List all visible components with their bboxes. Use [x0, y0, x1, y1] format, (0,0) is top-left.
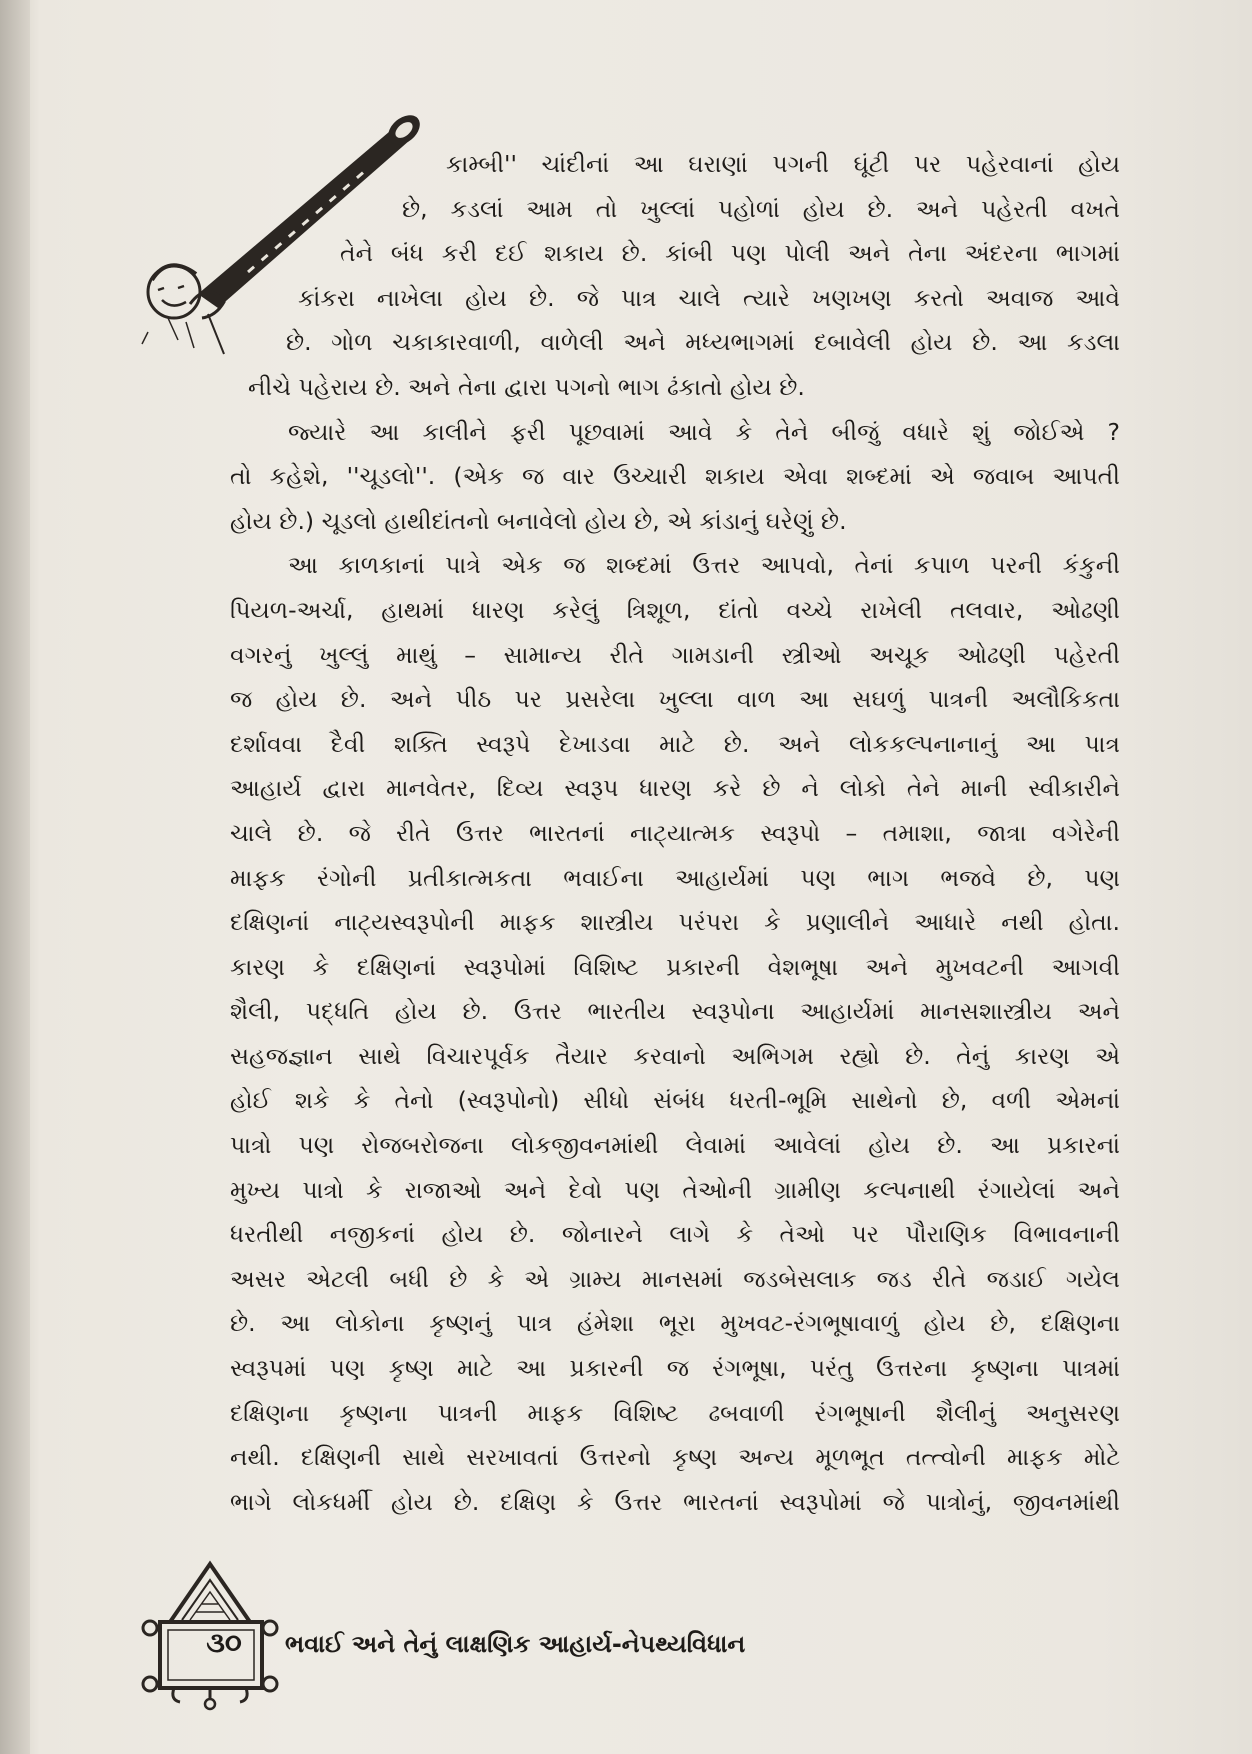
text-line: પિયળ-અર્ચા, હાથમાં ધારણ કરેલું ત્રિશૂળ, દાંતો વચ્ચે રાખેલી તલવાર, ઓઢણી	[230, 595, 1120, 624]
text-line: હોઈ શકે કે તેનો (સ્વરૂપોનો) સીધો સંબંધ ધરતી-ભૂમિ સાથેનો છે, વળી એમનાં	[230, 1086, 1120, 1115]
text-line: જ હોય છે. અને પીઠ પર પ્રસરેલા ખુલ્લા વાળ આ સઘળું પાત્રની અલૌકિકતા	[230, 685, 1120, 714]
text-line: જ્યારે આ કાલીને ફરી પૂછવામાં આવે કે તેને બીજું વધારે શું જોઈએ ?	[288, 417, 1120, 446]
text-line: છે. આ લોકોના કૃષ્ણનું પાત્ર હંમેશા ભૂરા મુખવટ-રંગભૂષાવાળું હોય છે, દક્ષિણના	[230, 1309, 1120, 1338]
text-line: માફક રંગોની પ્રતીકાત્મકતા ભવાઈના આહાર્યમાં પણ ભાગ ભજવે છે, પણ	[230, 863, 1120, 892]
text-line: તેને બંધ કરી દઈ શકાય છે. કાંબી પણ પોલી અને તેના અંદરના ભાગમાં	[340, 239, 1120, 268]
text-line: નથી. દક્ષિણની સાથે સરખાવતાં ઉત્તરનો કૃષ્ણ અન્ય મૂળભૂત તત્ત્વોની માફક મોટે	[230, 1443, 1120, 1472]
text-line: પાત્રો પણ રોજબરોજના લોકજીવનમાંથી લેવામાં આવેલાં હોય છે. આ પ્રકારનાં	[230, 1131, 1120, 1160]
text-line: કારણ કે દક્ષિણનાં સ્વરૂપોમાં વિશિષ્ટ પ્રકારની વેશભૂષા અને મુખવટની આગવી	[230, 952, 1120, 981]
text-line: તો કહેશે, ''ચૂડલો''. (એક જ વાર ઉચ્ચારી શકાય એવા શબ્દમાં એ જવાબ આપતી	[230, 462, 1120, 491]
text-line: મુખ્ય પાત્રો કે રાજાઓ અને દેવો પણ તેઓની ગ્રામીણ કલ્પનાથી રંગાયેલાં અને	[230, 1175, 1120, 1204]
text-line: ધરતીથી નજીકનાં હોય છે. જોનારને લાગે કે તેઓ પર પૌરાણિક વિભાવનાની	[230, 1220, 1120, 1249]
text-line: છે, કડલાં આમ તો ખુલ્લાં પહોળાં હોય છે. અને પહેરતી વખતે	[402, 194, 1120, 223]
text-line: દક્ષિણનાં નાટ્યસ્વરૂપોની માફક શાસ્ત્રીય પરંપરા કે પ્રણાલીને આધારે નથી હોતા.	[230, 908, 1120, 937]
text-line: અસર એટલી બધી છે કે એ ગ્રામ્ય માનસમાં જડબેસલાક જડ રીતે જડાઈ ગયેલ	[230, 1264, 1120, 1293]
text-line: સહજજ્ઞાન સાથે વિચારપૂર્વક તૈયાર કરવાનો અભિગમ રહ્યો છે. તેનું કારણ એ	[230, 1041, 1120, 1070]
page-binding-shadow	[0, 0, 30, 1754]
text-line: ભાગે લોકધર્મી હોય છે. દક્ષિણ કે ઉત્તર ભારતનાં સ્વરૂપોમાં જે પાત્રોનું, જીવનમાંથી	[230, 1487, 1120, 1516]
text-line: આહાર્ય દ્વારા માનવેતર, દિવ્ય સ્વરૂપ ધારણ કરે છે ને લોકો તેને માની સ્વીકારીને	[230, 774, 1120, 803]
text-line: નીચે પહેરાય છે. અને તેના દ્વારા પગનો ભાગ ઢંકાતો હોય છે.	[248, 372, 805, 401]
body-text	[230, 142, 1120, 1524]
text-line: દક્ષિણના કૃષ્ણના પાત્રની માફક વિશિષ્ટ ઢબવાળી રંગભૂષાની શૈલીનું અનુસરણ	[230, 1398, 1120, 1427]
text-line: વગરનું ખુલ્લું માથું – સામાન્ય રીતે ગામડાની સ્ત્રીઓ અચૂક ઓઢણી પહેરતી	[230, 640, 1120, 669]
text-line: ચાલે છે. જે રીતે ઉત્તર ભારતનાં નાટ્યાત્મક સ્વરૂપો – તમાશા, જાત્રા વગેરેની	[230, 818, 1120, 847]
text-line: છે. ગોળ ચકાકારવાળી, વાળેલી અને મધ્યભાગમાં દબાવેલી હોય છે. આ કડલા	[286, 328, 1120, 357]
text-line: દર્શાવવા દૈવી શક્તિ સ્વરૂપે દેખાડવા માટે છે. અને લોકકલ્પનાનાનું આ પાત્ર	[230, 729, 1120, 758]
text-line: શૈલી, પદ્ધતિ હોય છે. ઉત્તર ભારતીય સ્વરૂપોના આહાર્યમાં માનસશાસ્ત્રીય અને	[230, 997, 1120, 1026]
text-line: કામ્બી'' ચાંદીનાં આ ઘરાણાં પગની ઘૂંટી પર પહેરવાનાં હોય	[446, 150, 1120, 178]
text-line: આ કાળકાનાં પાત્રે એક જ શબ્દમાં ઉત્તર આપવો, તેનાં કપાળ પરની કંકુની	[288, 551, 1120, 580]
page-footer	[130, 1560, 1130, 1750]
page-number: ૩૦	[206, 1626, 242, 1659]
text-line: હોય છે.) ચૂડલો હાથીદાંતનો બનાવેલો હોય છે, એ કાંડાનું ઘરેણું છે.	[230, 506, 847, 535]
book-title: ભવાઈ અને તેનું લાક્ષણિક આહાર્ય-નેપથ્યવિધાન	[285, 1630, 746, 1658]
text-line: સ્વરૂપમાં પણ કૃષ્ણ માટે આ પ્રકારની જ રંગભૂષા, પરંતુ ઉત્તરના કૃષ્ણના પાત્રમાં	[230, 1354, 1120, 1383]
text-line: કાંકરા નાખેલા હોય છે. જે પાત્ર ચાલે ત્યારે ખણખણ કરતો અવાજ આવે	[298, 283, 1120, 312]
